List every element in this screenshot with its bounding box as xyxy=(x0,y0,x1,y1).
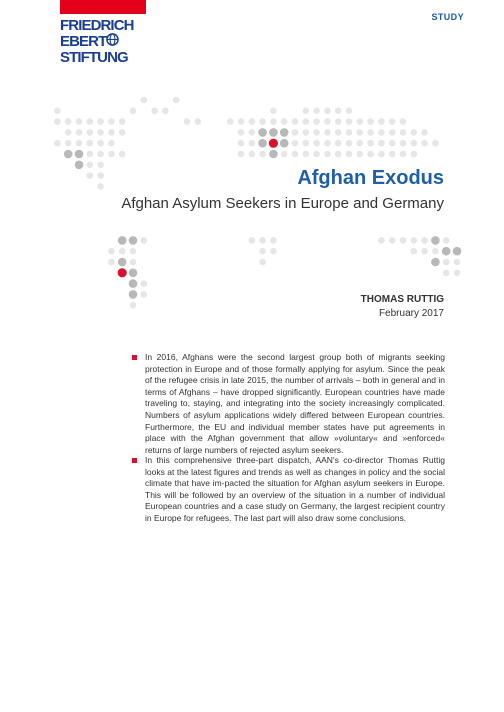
map-dot xyxy=(411,248,418,255)
map-dot xyxy=(400,151,407,158)
map-dot xyxy=(119,118,126,125)
map-dot xyxy=(129,236,138,245)
map-dot xyxy=(357,151,364,158)
map-dot xyxy=(87,140,94,147)
map-dot xyxy=(292,118,299,125)
map-dot xyxy=(118,236,127,245)
summary-text-1: In 2016, Afghans were the second largest group both of migrants seeking protection in Europe and of those formally applying for asylum. Since the peak of the refugee crisis in late 2015, the number of arrivals – both in general and in terms of Afghans – have dropped significantly. European countries have made traveling to, staying, and integrating into the society increasingly complicated. Numbers of asylum applications widely differed between European countries. Furthermore, the EU and individual member states have put agreements in place with the Afghan government that allow »voluntary« and »enforced« returns of large numbers of rejected asylum seekers. xyxy=(145,352,445,455)
map-dot xyxy=(238,140,245,147)
map-dot xyxy=(367,129,374,136)
map-dot xyxy=(292,151,299,158)
map-dot xyxy=(129,269,138,278)
map-dot xyxy=(443,270,450,277)
map-dot xyxy=(346,140,353,147)
map-dot xyxy=(357,129,364,136)
bullet-icon xyxy=(132,458,137,463)
map-dot xyxy=(400,118,407,125)
map-dot xyxy=(119,129,126,136)
map-dot xyxy=(270,108,277,115)
map-dot xyxy=(346,151,353,158)
map-dot xyxy=(335,108,342,115)
logo-line-2: EBERT xyxy=(60,33,107,50)
map-dot xyxy=(432,248,439,255)
map-dot xyxy=(130,302,137,309)
map-dot xyxy=(335,118,342,125)
map-dot xyxy=(313,151,320,158)
map-dot xyxy=(303,129,310,136)
map-dot xyxy=(195,118,202,125)
map-dot xyxy=(389,237,396,244)
map-dot xyxy=(389,118,396,125)
map-dot xyxy=(432,140,439,147)
map-dot xyxy=(118,258,127,267)
logo-line-3: STIFTUNG xyxy=(60,49,128,66)
map-dot xyxy=(87,118,94,125)
map-dot xyxy=(431,236,440,245)
map-dot xyxy=(389,140,396,147)
map-dot xyxy=(400,237,407,244)
map-dot xyxy=(87,151,94,158)
map-dot xyxy=(76,118,83,125)
map-dot xyxy=(97,172,104,179)
map-dot xyxy=(389,129,396,136)
map-dot xyxy=(421,248,428,255)
map-dot xyxy=(303,151,310,158)
map-dot xyxy=(259,259,266,266)
map-dot xyxy=(346,118,353,125)
map-dot xyxy=(108,129,115,136)
map-dot xyxy=(119,248,126,255)
map-dot xyxy=(443,259,450,266)
map-dot xyxy=(259,118,266,125)
map-dot xyxy=(357,118,364,125)
map-dot xyxy=(249,140,256,147)
map-dot xyxy=(454,270,461,277)
publication-date: February 2017 xyxy=(378,308,444,319)
map-dot xyxy=(108,118,115,125)
map-dot xyxy=(249,118,256,125)
map-dot xyxy=(400,140,407,147)
map-dot xyxy=(335,151,342,158)
map-dot xyxy=(184,118,191,125)
map-dot-highlight xyxy=(118,268,127,277)
map-dot xyxy=(303,140,310,147)
map-dot xyxy=(324,118,331,125)
map-dot xyxy=(259,151,266,158)
map-dot xyxy=(367,140,374,147)
map-dot xyxy=(443,237,450,244)
map-dot xyxy=(76,140,83,147)
summary-paragraph-1 xyxy=(145,352,445,456)
map-dot xyxy=(453,247,462,256)
map-dot xyxy=(335,140,342,147)
map-dot xyxy=(411,140,418,147)
map-dot xyxy=(151,108,158,115)
map-dot xyxy=(258,139,267,148)
map-dot xyxy=(313,140,320,147)
map-dot xyxy=(97,162,104,169)
map-dot xyxy=(324,129,331,136)
map-dot xyxy=(141,291,148,298)
map-dot xyxy=(303,118,310,125)
map-dot xyxy=(108,248,115,255)
map-dot xyxy=(269,150,278,159)
map-dot xyxy=(346,108,353,115)
map-dot xyxy=(249,151,256,158)
map-dot xyxy=(313,129,320,136)
map-dot xyxy=(129,279,138,288)
category-label: STUDY xyxy=(431,12,464,22)
map-dot xyxy=(54,118,61,125)
map-dot xyxy=(173,97,180,104)
map-dot xyxy=(108,151,115,158)
map-dot xyxy=(108,140,115,147)
map-dot xyxy=(259,237,266,244)
map-dot xyxy=(238,118,245,125)
map-dot-highlight xyxy=(269,139,278,148)
author-name: THOMAS RUTTIG xyxy=(360,294,444,305)
map-dot xyxy=(119,151,126,158)
summary-text-2: In this comprehensive three-part dispatch, AAN's co-director Thomas Ruttig looks at the latest figures and trends as well as changes in policy and the social climate that have im-pacted the situation for Afghan asylum seekers in Europe. This will be followed by an overview of the situation in a number of individual European countries and a case study on Germany, the largest recipient country in Europe for refugees. The last part will also draw some conclusions. xyxy=(145,455,445,523)
map-dot xyxy=(411,237,418,244)
map-dot xyxy=(238,151,245,158)
map-dot xyxy=(108,259,115,266)
map-dot xyxy=(129,290,138,299)
map-dot xyxy=(378,140,385,147)
map-dot xyxy=(421,140,428,147)
map-dot xyxy=(65,129,72,136)
map-dot xyxy=(130,248,137,255)
map-dot xyxy=(378,237,385,244)
map-dot xyxy=(97,183,104,190)
map-dot xyxy=(400,129,407,136)
map-dot xyxy=(367,118,374,125)
map-dot xyxy=(346,129,353,136)
map-dot xyxy=(454,259,461,266)
dotted-world-map xyxy=(0,0,504,330)
page-title: Afghan Exodus xyxy=(297,167,444,189)
map-dot xyxy=(270,237,277,244)
map-dot xyxy=(87,129,94,136)
map-dot xyxy=(421,129,428,136)
map-dot xyxy=(97,151,104,158)
map-dot xyxy=(421,237,428,244)
map-dot xyxy=(313,108,320,115)
map-dot xyxy=(54,140,61,147)
map-dot xyxy=(389,151,396,158)
map-dot xyxy=(249,237,256,244)
map-dot xyxy=(280,128,289,137)
map-dot xyxy=(130,108,137,115)
map-dot xyxy=(431,258,440,267)
logo-line-1: FRIEDRICH xyxy=(60,17,134,34)
map-dot xyxy=(64,150,73,159)
map-dot xyxy=(378,151,385,158)
map-dot xyxy=(292,129,299,136)
map-dot xyxy=(313,118,320,125)
map-dot xyxy=(411,129,418,136)
map-dot xyxy=(378,118,385,125)
map-dot xyxy=(335,129,342,136)
summary-paragraph-2 xyxy=(145,455,445,525)
map-dot xyxy=(324,108,331,115)
map-dot xyxy=(269,128,278,137)
map-dot xyxy=(270,118,277,125)
map-dot xyxy=(270,248,277,255)
map-dot xyxy=(65,140,72,147)
map-dot xyxy=(411,151,418,158)
map-dot xyxy=(97,140,104,147)
map-dot xyxy=(97,129,104,136)
map-dot xyxy=(54,108,61,115)
map-dot xyxy=(258,128,267,137)
map-dot xyxy=(97,118,104,125)
map-dot xyxy=(87,172,94,179)
map-dot xyxy=(87,162,94,169)
map-dot xyxy=(442,247,451,256)
map-dot xyxy=(324,151,331,158)
map-dot xyxy=(238,129,245,136)
map-dot xyxy=(76,129,83,136)
bullet-icon xyxy=(132,355,137,360)
map-dot xyxy=(75,150,84,159)
map-dot xyxy=(357,140,364,147)
map-dot xyxy=(141,280,148,287)
map-dot xyxy=(65,118,72,125)
map-dot xyxy=(378,129,385,136)
map-dot xyxy=(75,161,84,170)
map-dot xyxy=(259,248,266,255)
map-dot xyxy=(367,151,374,158)
map-dot xyxy=(324,140,331,147)
map-dot xyxy=(292,140,299,147)
page-subtitle: Afghan Asylum Seekers in Europe and Germany xyxy=(121,195,444,212)
map-dot xyxy=(281,118,288,125)
map-dot xyxy=(280,139,289,148)
map-dot xyxy=(162,108,169,115)
map-dot xyxy=(130,259,137,266)
map-dot xyxy=(141,97,148,104)
map-dot xyxy=(227,118,234,125)
map-dot xyxy=(249,129,256,136)
map-dot xyxy=(141,237,148,244)
map-dot xyxy=(281,151,288,158)
map-dot xyxy=(303,108,310,115)
